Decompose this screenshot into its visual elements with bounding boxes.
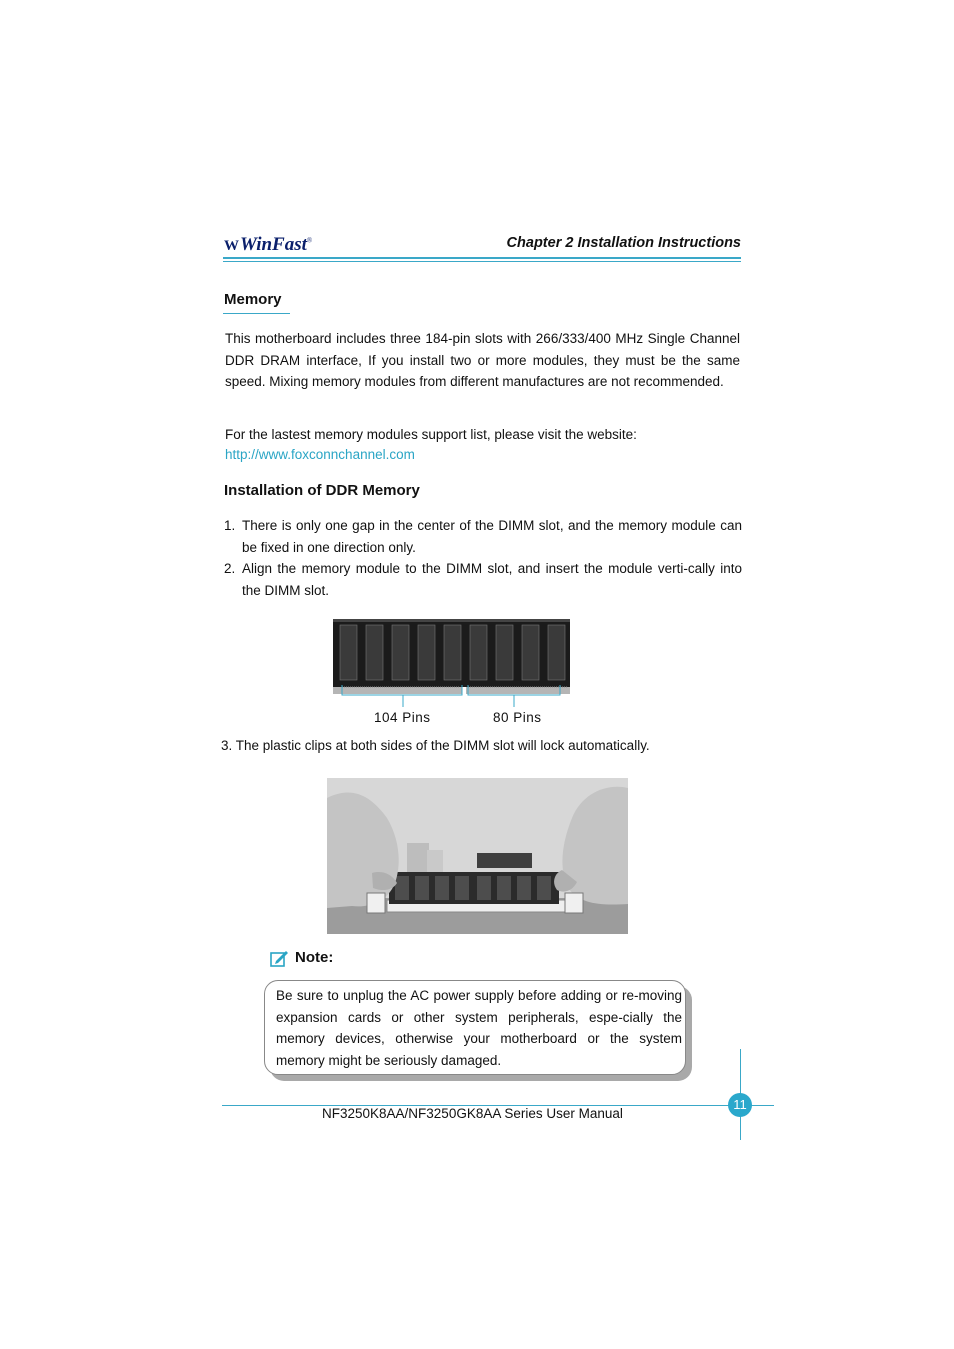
support-list-text: For the lastest memory modules support list, please visit the website: <box>225 427 637 442</box>
step-number: 2. <box>224 561 236 577</box>
header-rule <box>223 257 741 259</box>
step-3 <box>221 738 650 753</box>
note-label: Note: <box>295 949 334 966</box>
support-list-paragraph <box>225 425 740 465</box>
logo-registered: ® <box>306 236 313 245</box>
label-80-pins: 80 Pins <box>493 710 542 725</box>
note-text: Be sure to unplug the AC power supply before adding or re-moving expansion cards or other system peripherals, espe-cially the memory devices, otherwise your motherboard or the system memory might be seriously damaged. <box>276 988 682 1069</box>
installation-heading: Installation of DDR Memory <box>224 482 420 499</box>
memory-heading: Memory <box>224 291 282 308</box>
label-104-pins: 104 Pins <box>374 710 431 725</box>
header-rule-thin <box>223 261 741 262</box>
logo-mark: W <box>224 238 239 254</box>
chapter-title: Chapter 2 Installation Instructions <box>506 235 741 251</box>
page-number: 11 <box>728 1093 752 1117</box>
manual-title: NF3250K8AA/NF3250GK8AA Series User Manual <box>322 1106 623 1121</box>
memory-heading-underline <box>223 313 290 314</box>
step-text: There is only one gap in the center of the DIMM slot, and the memory module can be fixed in one direction only. <box>242 518 742 555</box>
website-link[interactable]: http://www.foxconnchannel.com <box>225 447 415 462</box>
logo-text: WinFast <box>240 234 307 255</box>
dimm-installation-photo <box>327 778 628 934</box>
note-pencil-icon <box>270 948 290 968</box>
step-text: The plastic clips at both sides of the DIMM slot will lock automatically. <box>235 738 650 753</box>
step-number: 1. <box>224 518 236 533</box>
winfast-logo <box>224 234 312 256</box>
memory-paragraph: This motherboard includes three 184-pin slots with 266/333/400 MHz Single Channel DDR DRAM interface, If you install two or more modules, they must be the same speed. Mixing memory modules from different manufactures are not recommended. <box>225 331 740 390</box>
installation-steps <box>224 515 742 602</box>
memory-chips <box>340 625 565 680</box>
step-1 <box>224 515 742 558</box>
step-2 <box>224 558 742 601</box>
step-number: 3. <box>221 738 233 753</box>
step-text: Align the memory module to the DIMM slot, and insert the module verti-cally into the DIMM slot. <box>242 561 742 599</box>
